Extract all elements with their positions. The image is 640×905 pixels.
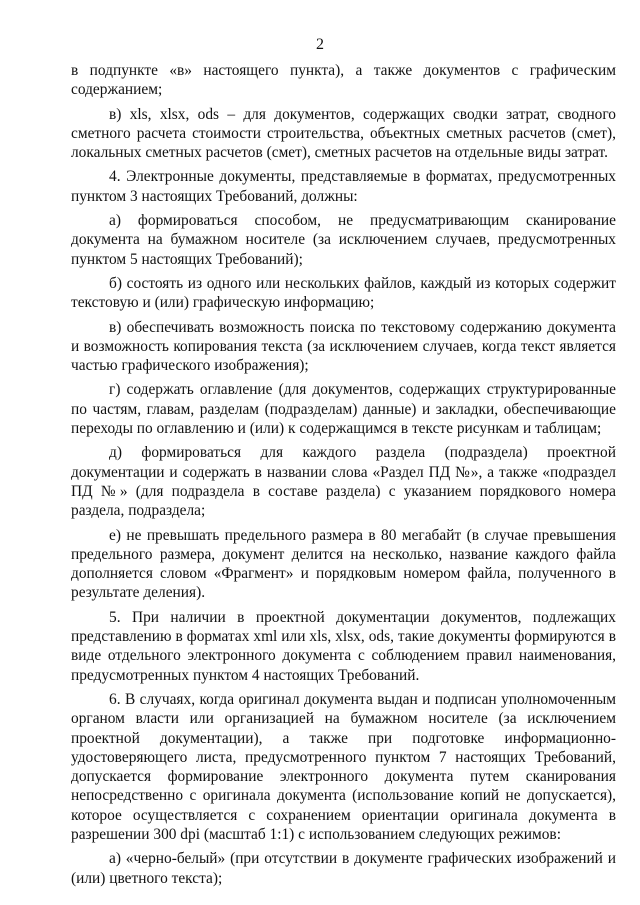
page-number: 2: [316, 36, 324, 53]
paragraph-4: 4. Электронные документы, представляемые в форматах, предусмотренных пунктом 3 настоящих Требований, должны:: [71, 168, 616, 205]
paragraph-3v: в) xls, xlsx, ods – для документов, содержащих сводки затрат, сводного сметного расчета стоимости строительства, объектных сметных расчетов (смет), локальных сметных расчетов (смет), сметных расчетов на отдельные виды затрат.: [71, 105, 616, 162]
paragraph-4g: г) содержать оглавление (для документов, содержащих структурированные по частям, главам, разделам (подразделам) данные) и закладки, обеспечивающие переходы по оглавлению и (или) к содержащимся в тексте рисункам и таблицам;: [71, 381, 616, 438]
paragraph-4v: в) обеспечивать возможность поиска по текстовому содержанию документа и возможность копирования текста (за исключением случаев, когда текст является частью графического изображения);: [71, 318, 616, 375]
paragraph-5: 5. При наличии в проектной документации документов, подлежащих представлению в форматах xml или xls, xlsx, ods, такие документы формируются в виде отдельного электронного документа с соблюдением правил наименования, предусмотренных пунктом 4 настоящих Требований.: [71, 608, 616, 684]
document-body: [71, 61, 616, 893]
paragraph-4d: д) формироваться для каждого раздела (подраздела) проектной документации и содержать в названии слова «Раздел ПД №», а также «подраздел ПД №» (для подраздела в составе раздела) с указанием порядкового номера раздела, подраздела;: [71, 444, 616, 520]
paragraph-continuation: в подпункте «в» настоящего пункта), а также документов с графическим содержанием;: [71, 62, 616, 99]
paragraph-4e: е) не превышать предельного размера в 80 мегабайт (в случае превышения предельного размера, документ делится на несколько, название каждого файла дополняется словом «Фрагмент» и порядковым номером файла, полученного в результате деления).: [71, 526, 616, 602]
paragraph-4a: а) формироваться способом, не предусматривающим сканирование документа на бумажном носителе (за исключением случаев, предусмотренных пунктом 5 настоящих Требований);: [71, 212, 616, 268]
paragraph-6: 6. В случаях, когда оригинал документа выдан и подписан уполномоченным органом власти или организацией на бумажном носителе (за исключением проектной документации), а также при подготовке информационно-удостоверяющего листа, предусмотренного пунктом 7 настоящих Требований, допускается формирование электронного документа путем сканирования непосредственно с оригинала документа (использование копий не допускается), которое осуществляется с сохранением ориентации оригинала документа в разрешении 300 dpi (масштаб 1:1) с использованием следующих режимов:: [71, 690, 616, 843]
paragraph-6a: а) «черно-белый» (при отсутствии в документе графических изображений и (или) цветного текста);: [71, 850, 616, 887]
paragraph-4b: б) состоять из одного или нескольких файлов, каждый из которых содержит текстовую и (или) графическую информацию;: [71, 274, 616, 312]
